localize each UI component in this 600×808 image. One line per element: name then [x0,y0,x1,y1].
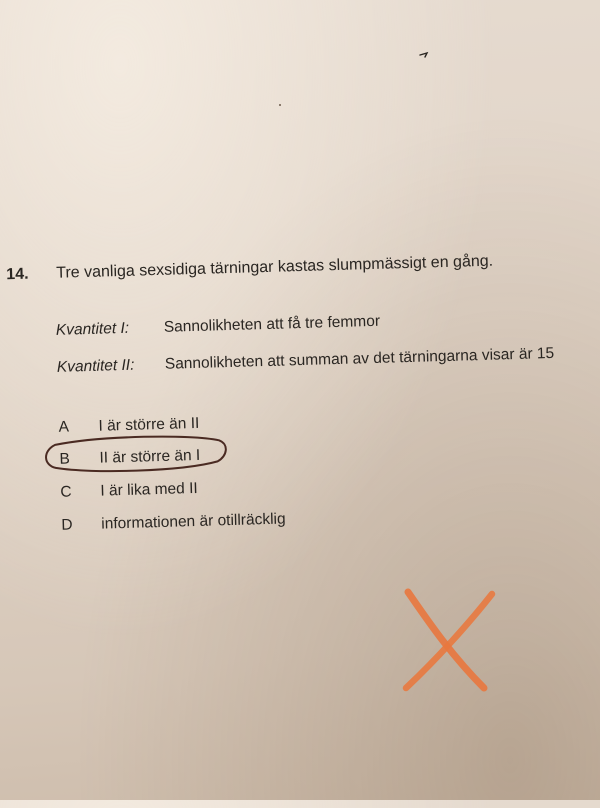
option-letter: B [59,450,71,468]
quantity-label: Kvantitet I: [55,319,130,339]
quantity-text: Sannolikheten att summan av det tärningarna visar är 15 [164,344,555,373]
option-letter: C [60,483,72,501]
option-letter: A [58,418,70,436]
answer-circle-icon [41,430,232,484]
option-text: II är större än I [99,446,201,467]
x-mark-icon [398,584,502,701]
option-text: I är lika med II [100,479,198,500]
option-text: I är större än II [98,414,200,435]
option-letter: D [61,516,73,534]
question-number: 14. [6,265,29,284]
option-text: informationen är otillräcklig [101,510,286,533]
quantity-label: Kvantitet II: [56,356,135,376]
quantity-text: Sannolikheten att få tre femmor [163,312,381,336]
question-stem: Tre vanliga sexsidiga tärningar kastas slumpmässigt en gång. [56,252,494,282]
